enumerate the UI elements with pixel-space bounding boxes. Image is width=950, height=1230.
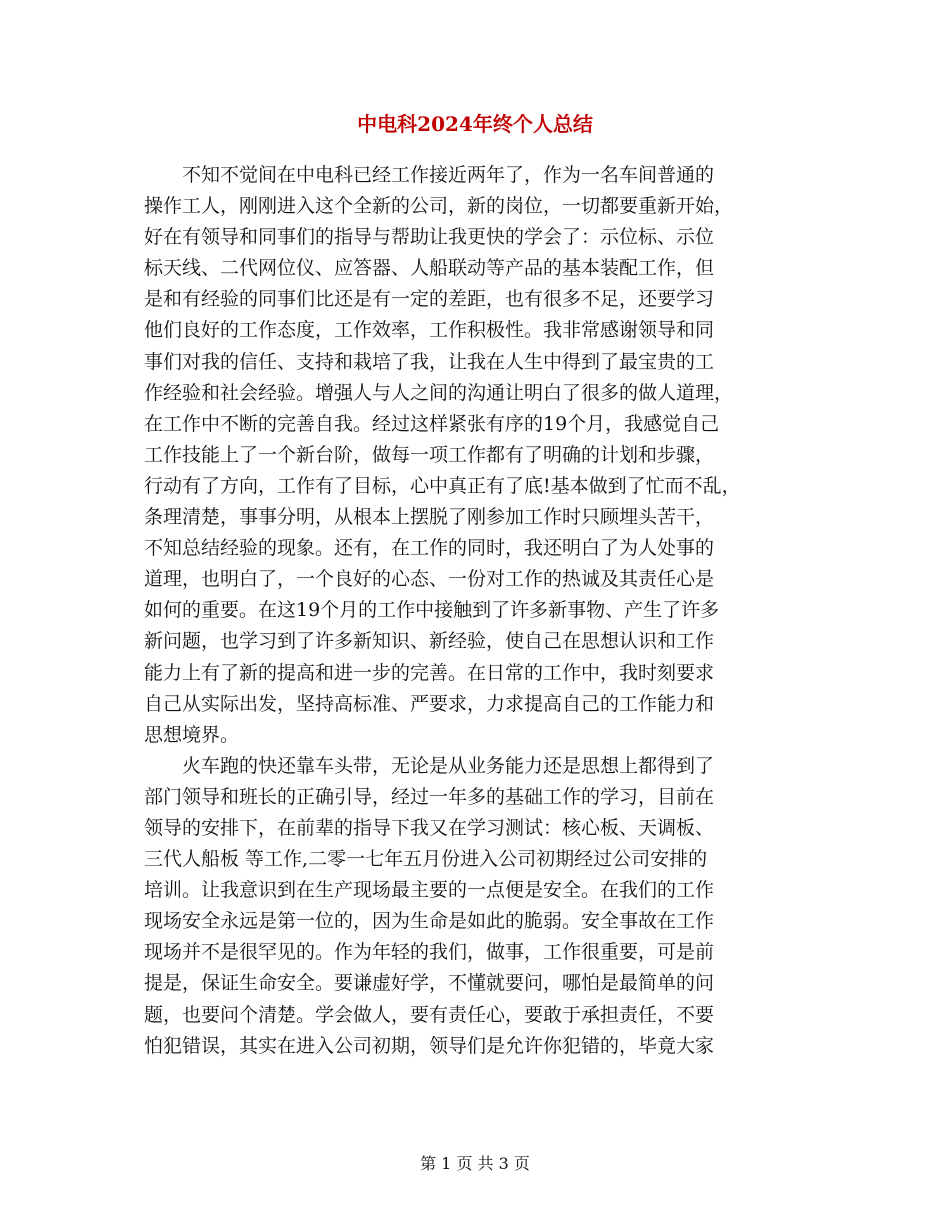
text-line: 在工作中不断的完善自我。经过这样紧张有序的19个月，我感觉自己 (144, 412, 720, 435)
text-line: 三代人船板 等工作,二零一七年五月份进入公司初期经过公司安排的 (144, 848, 708, 871)
document-title: 中电科2024年终个人总结 (357, 112, 593, 136)
text-line: 道理，也明白了，一个良好的心态、一份对工作的热诚及其责任心是 (144, 568, 715, 591)
paragraph-2 (144, 751, 816, 1062)
text-line: 作经验和社会经验。增强人与人之间的沟通让明白了很多的做人道理， (144, 381, 734, 404)
text-line: 好在有领导和同事们的指导与帮助让我更快的学会了：示位标、示位 (144, 226, 715, 249)
text-line: 是和有经验的同事们比还是有一定的差距，也有很多不足，还要学习 (144, 288, 715, 311)
text-line: 标天线、二代网位仪、应答器、人船联动等产品的基本装配工作，但 (144, 257, 715, 280)
text-line: 现场安全永远是第一位的，因为生命是如此的脆弱。安全事故在工作 (144, 910, 715, 933)
text-line: 怕犯错误，其实在进入公司初期，领导们是允许你犯错的，毕竟大家 (144, 1034, 715, 1057)
text-line: 能力上有了新的提高和进一步的完善。在日常的工作中，我时刻要求 (144, 661, 715, 684)
text-line: 行动有了方向，工作有了目标，心中真正有了底!基本做到了忙而不乱， (144, 474, 741, 497)
text-line: 自己从实际出发，坚持高标准、严要求，力求提高自己的工作能力和 (144, 692, 715, 715)
text-line: 领导的安排下，在前辈的指导下我又在学习测试：核心板、天调板、 (144, 816, 715, 839)
page-footer: 第 1 页 共 3 页 (420, 1154, 530, 1173)
paragraph-1 (144, 160, 816, 751)
text-line: 新问题，也学习到了许多新知识、新经验，使自己在思想认识和工作 (144, 630, 715, 653)
text-line: 不知总结经验的现象。还有，在工作的同时，我还明白了为人处事的 (144, 537, 715, 560)
text-line: 思想境界。 (144, 723, 240, 746)
document-body (144, 160, 816, 1062)
text-line: 操作工人，刚刚进入这个全新的公司，新的岗位，一切都要重新开始， (144, 195, 734, 218)
text-line: 现场并不是很罕见的。作为年轻的我们，做事，工作很重要，可是前 (144, 941, 715, 964)
text-line: 培训。让我意识到在生产现场最主要的一点便是安全。在我们的工作 (144, 879, 715, 902)
text-line: 他们良好的工作态度，工作效率，工作积极性。我非常感谢领导和同 (144, 319, 715, 342)
text-line: 工作技能上了一个新台阶，做每一项工作都有了明确的计划和步骤， (144, 443, 715, 466)
text-line: 事们对我的信任、支持和栽培了我，让我在人生中得到了最宝贵的工 (144, 350, 715, 373)
text-line: 不知不觉间在中电科已经工作接近两年了，作为一名车间普通的 (144, 164, 715, 186)
text-line: 题，也要问个清楚。学会做人，要有责任心，要敢于承担责任，不要 (144, 1003, 715, 1026)
text-line: 提是，保证生命安全。要谦虚好学，不懂就要问，哪怕是最简单的问 (144, 972, 715, 995)
text-line: 条理清楚，事事分明，从根本上摆脱了刚参加工作时只顾埋头苦干， (144, 506, 715, 529)
text-line: 部门领导和班长的正确引导，经过一年多的基础工作的学习，目前在 (144, 785, 715, 808)
text-line: 如何的重要。在这19个月的工作中接触到了许多新事物、产生了许多 (144, 599, 720, 622)
text-line: 火车跑的快还靠车头带，无论是从业务能力还是思想上都得到了 (144, 754, 715, 777)
